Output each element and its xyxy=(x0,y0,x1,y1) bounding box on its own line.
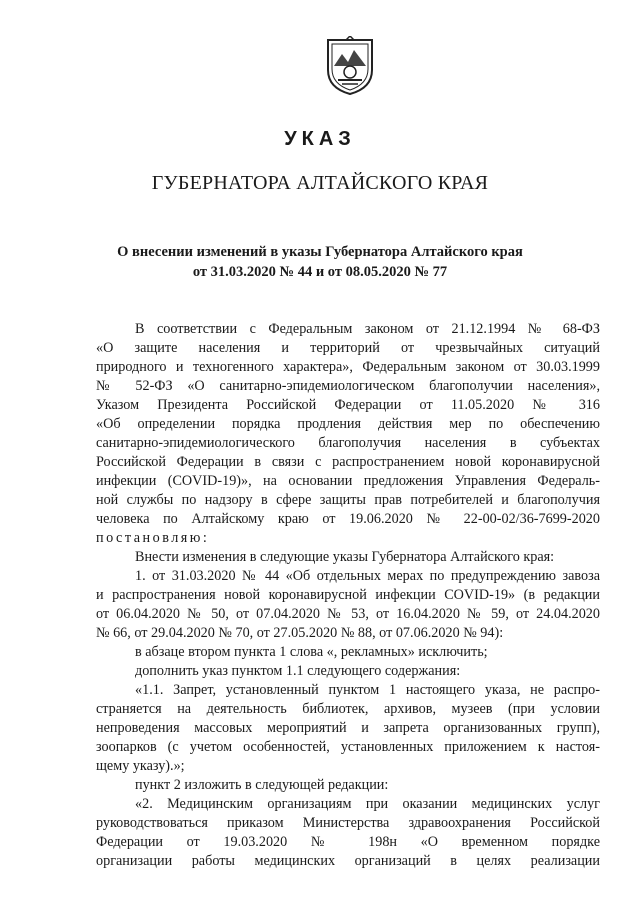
body-line: и распространения новой коронавирусной инфекции COVID-19» (в редакции xyxy=(96,587,600,603)
body-line: ной службы по надзору в сфере защиты прав потребителей и благополучия xyxy=(96,492,600,508)
body-line: № 52-ФЗ «О санитарно-эпидемиологическом благополучии населения», xyxy=(96,378,600,394)
body-line: от 06.04.2020 № 50, от 07.04.2020 № 53, от 16.04.2020 № 59, от 24.04.2020 xyxy=(96,606,600,622)
body-line: № 66, от 29.04.2020 № 70, от 27.05.2020 № 88, от 07.06.2020 № 94): xyxy=(96,625,504,641)
body-line: 1. от 31.03.2020 № 44 «Об отдельных мерах по предупреждению завоза xyxy=(135,568,600,584)
body-line: пункт 2 изложить в следующей редакции: xyxy=(135,777,389,793)
body-line: инфекции (COVID-19)», на основании предложения Управления Федераль- xyxy=(96,473,600,489)
body-line: санитарно-эпидемиологического благополучия населения в субъектах xyxy=(96,435,600,451)
body-line: руководствоваться приказом Министерства здравоохранения Российской xyxy=(96,815,600,831)
body-line: человека по Алтайскому краю от 19.06.2020 № 22-00-02/36-7699-2020 xyxy=(96,511,600,527)
document-type-title: УКАЗ xyxy=(284,128,356,150)
body-line: непроведения массовых мероприятий и запрета организованных групп), xyxy=(96,720,600,736)
body-line: «1.1. Запрет, установленный пунктом 1 настоящего указа, не распро- xyxy=(135,682,600,698)
body-line: природного и техногенного характера», Федеральным законом от 30.03.1999 xyxy=(96,359,600,375)
body-line: страняется на деятельность библиотек, архивов, музеев (при условии xyxy=(96,701,600,717)
body-line: «2. Медицинским организациям при оказании медицинских услуг xyxy=(135,796,600,812)
coat-of-arms-emblem xyxy=(324,36,376,96)
subject-line-1: О внесении изменений в указы Губернатора Алтайского края xyxy=(117,244,523,260)
subject-line-2: от 31.03.2020 № 44 и от 08.05.2020 № 77 xyxy=(192,264,448,280)
body-line: Внести изменения в следующие указы Губернатора Алтайского края: xyxy=(135,549,555,565)
body-line: Федерации от 19.03.2020 № 198н «О временном порядке xyxy=(96,834,600,850)
resolution-word: постановляю: xyxy=(96,530,210,546)
body-line: зоопарков (с учетом особенностей, установленных приложением к настоя- xyxy=(96,739,600,755)
body-line: в абзаце втором пункта 1 слова «, рекламных» исключить; xyxy=(135,644,488,660)
body-line: дополнить указ пунктом 1.1 следующего содержания: xyxy=(135,663,461,679)
body-line: В соответствии с Федеральным законом от 21.12.1994 № 68-ФЗ xyxy=(135,321,600,337)
issuer-title: ГУБЕРНАТОРА АЛТАЙСКОГО КРАЯ xyxy=(151,172,489,194)
body-line: Указом Президента Российской Федерации от 11.05.2020 № 316 xyxy=(96,397,600,413)
body-line: «О защите населения и территорий от чрезвычайных ситуаций xyxy=(96,340,600,356)
body-line: щему указу).»; xyxy=(96,758,185,774)
body-line: «Об определении порядка продления действия мер по обеспечению xyxy=(96,416,600,432)
body-line: организации работы медицинских организаций в целях реализации xyxy=(96,853,600,869)
body-line: Российской Федерации в связи с распространением новой коронавирусной xyxy=(96,454,600,470)
